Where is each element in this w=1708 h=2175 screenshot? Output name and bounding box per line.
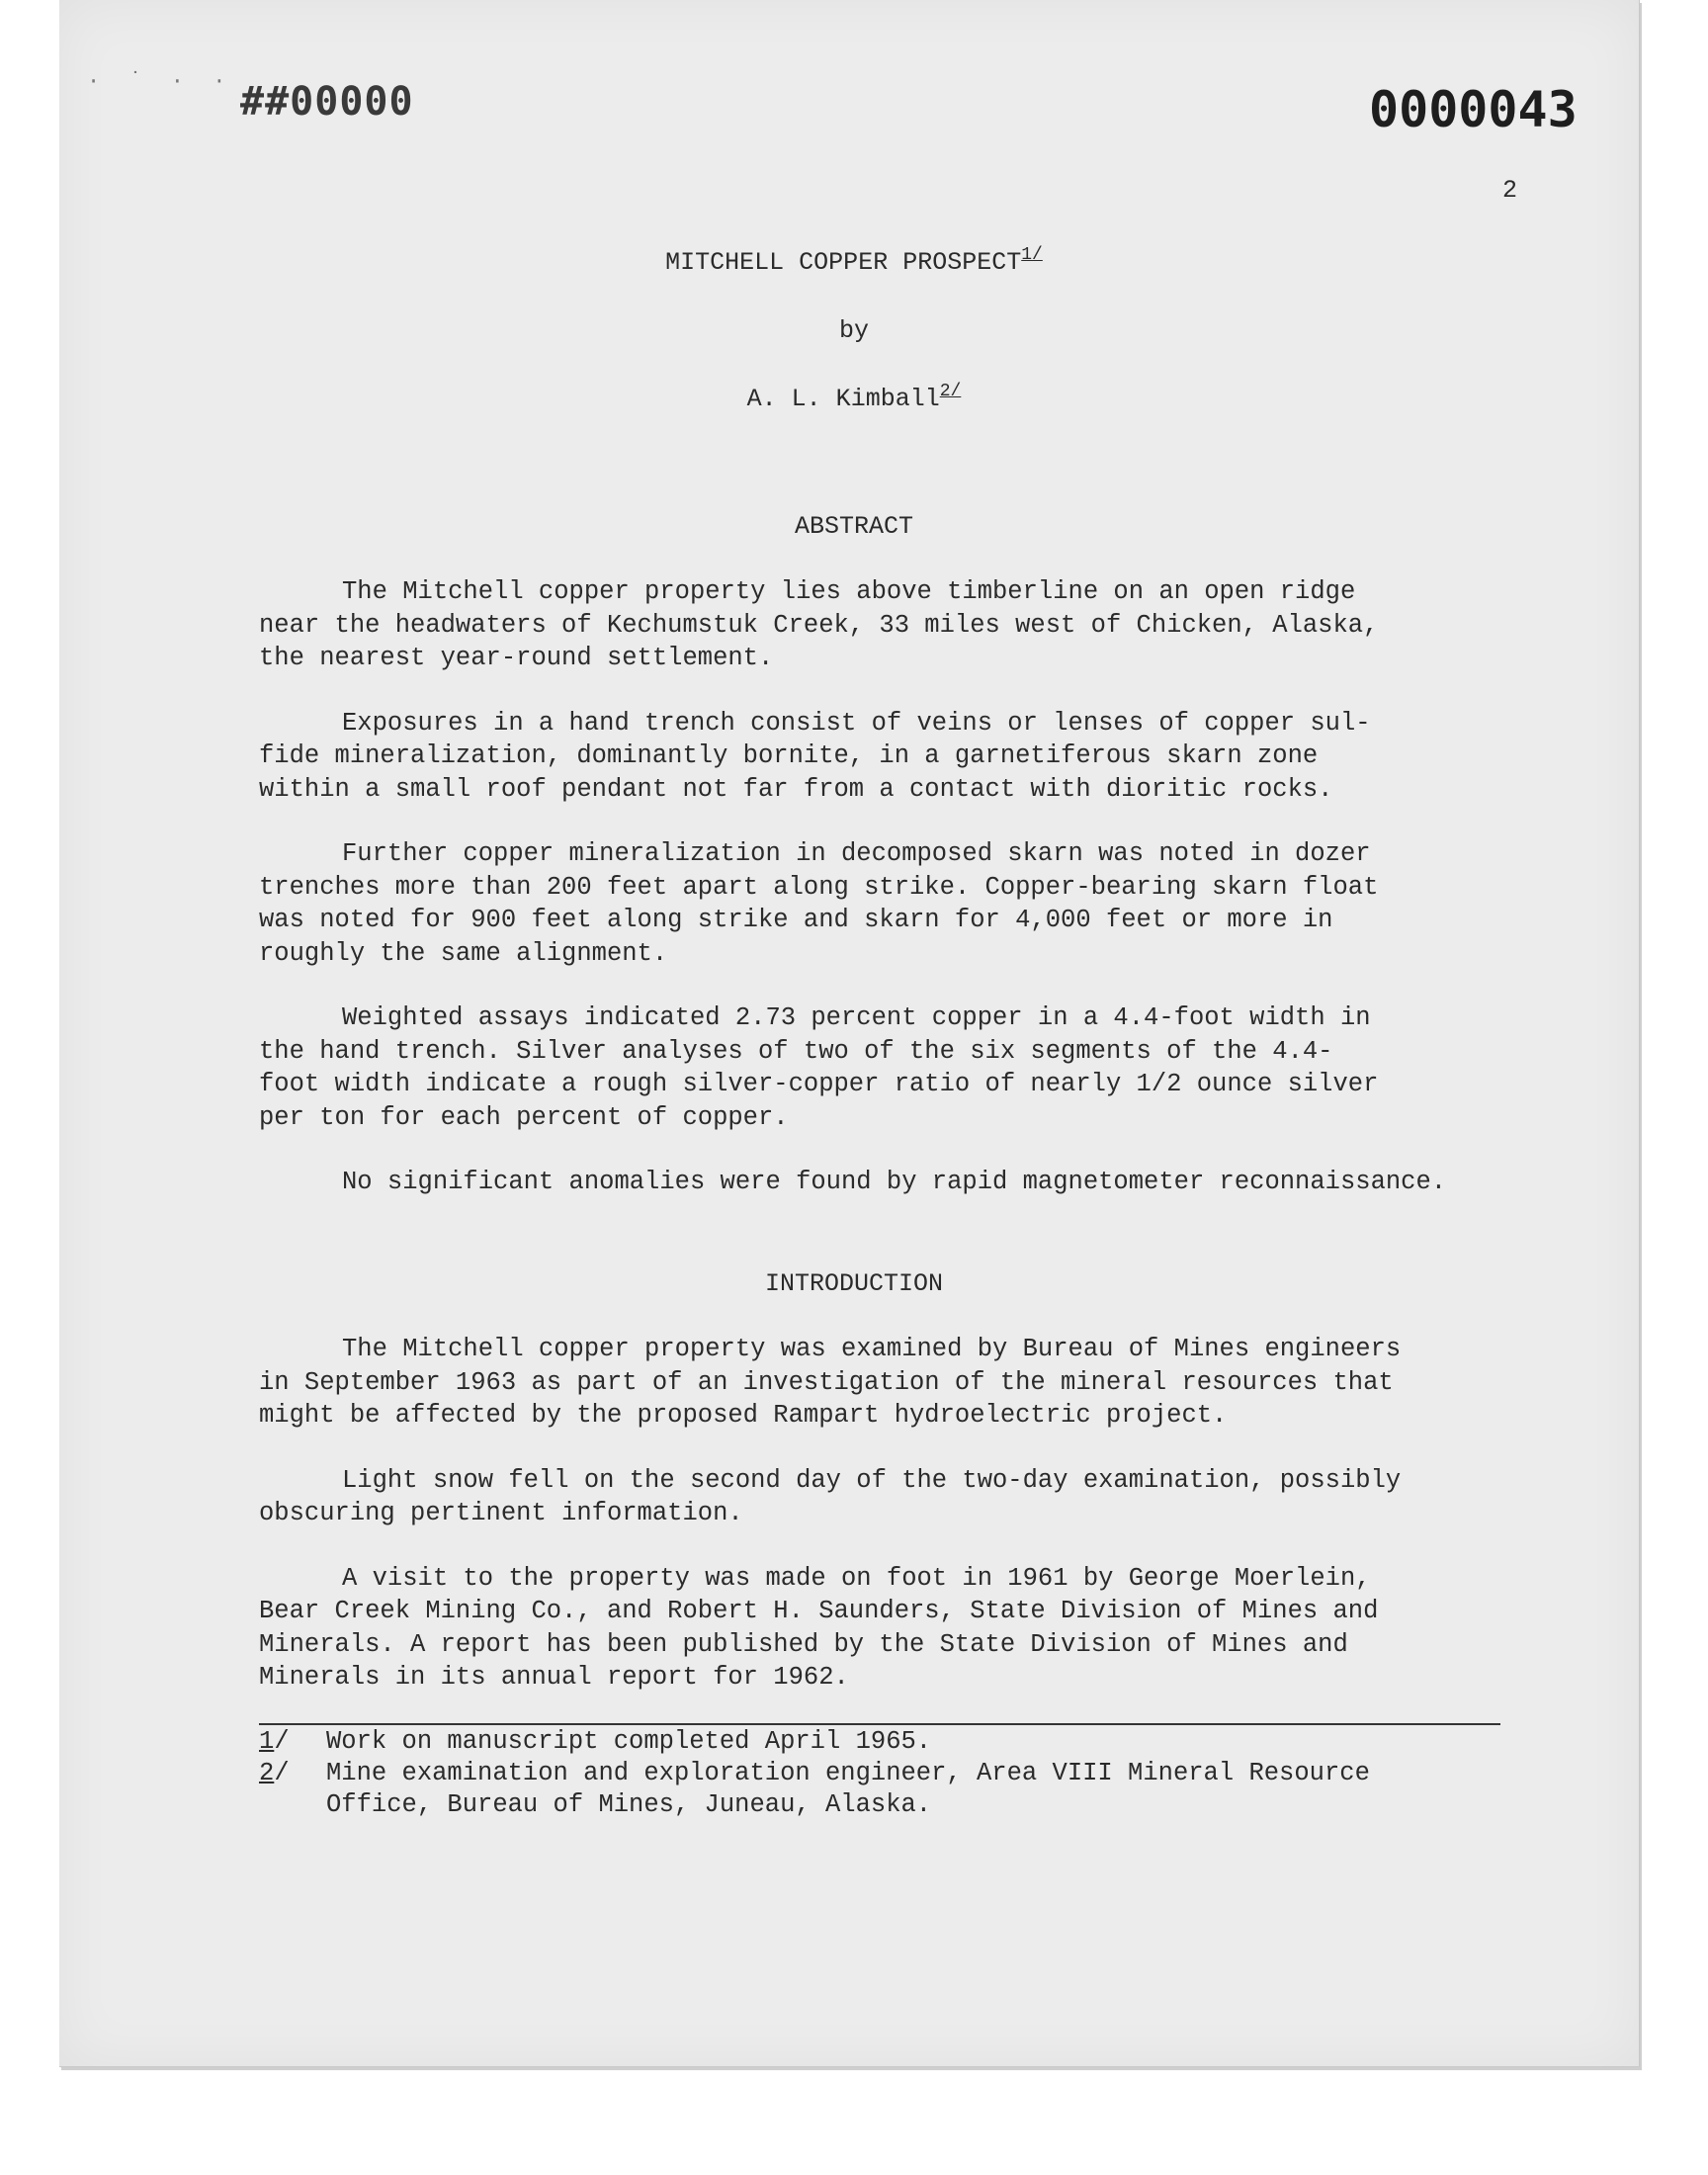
abstract-paragraph: Exposures in a hand trench consist of veins or lenses of copper sul- fide mineralization, dominantly bornite, in a garnetiferous skarn zone within a small roof pendant not far from a contact with dioritic rocks. [259,708,1371,804]
by-line: by [838,316,869,345]
introduction-body [259,1333,1544,1726]
stamp-left: ##00000 [240,79,414,125]
title-footnote-ref: 1/ [1021,245,1043,265]
footnote-mark: 1/ [259,1727,290,1756]
introduction-heading: INTRODUCTION [764,1269,944,1298]
footnotes [259,1726,1544,1821]
abstract-paragraph: Weighted assays indicated 2.73 percent copper in a 4.4-foot width in the hand trench. Silver analyses of two of the six segments of the 4.4- foot width indicate a rough silver-copper ratio of nearly 1/2 ounce silver per ton for each percent of copper. [259,1003,1379,1132]
footnote-mark: 2/ [259,1759,290,1787]
footnote-text: Mine examination and exploration engineer, Area VIII Mineral Resource Office, Bureau of Mines, Juneau, Alaska. [326,1759,1370,1819]
abstract-paragraph: Further copper mineralization in decomposed skarn was noted in dozer trenches more than 200 feet apart along strike. Copper-bearing skarn float was noted for 900 feet along strike and skarn for 4,000 feet or more in roughly the same alignment. [259,839,1379,968]
page-number: 2 [1502,176,1518,205]
author-line [0,382,1708,413]
abstract-paragraph: The Mitchell copper property lies above timberline on an open ridge near the headwaters of Kechumstuk Creek, 33 miles west of Chicken, Alaska, the nearest year-round settlement. [259,577,1379,672]
author-name: A. L. Kimball [746,385,940,413]
abstract-heading: ABSTRACT [794,512,914,541]
footnote-divider [259,1723,1500,1725]
author-footnote-ref: 2/ [939,382,962,401]
scan-specks: · ˙ · · [87,69,234,94]
title-text: MITCHELL COPPER PROSPECT [665,248,1022,277]
abstract-body [259,575,1544,1231]
abstract-paragraph: No significant anomalies were found by rapid magnetometer reconnaissance. [342,1168,1447,1196]
introduction-paragraph: A visit to the property was made on foot in 1961 by George Moerlein, Bear Creek Mining Co., and Robert H. Saunders, State Division of Mines and Minerals. A report has been published by the State Division of Mines and Minerals in its annual report for 1962. [259,1563,1379,1692]
document-title [0,245,1708,277]
footnote [259,1726,1544,1758]
footnote-text: Work on manuscript completed April 1965. [326,1727,932,1756]
footnote [259,1758,1544,1821]
stamp-right: 0000043 [1369,81,1578,138]
introduction-paragraph: The Mitchell copper property was examined by Bureau of Mines engineers in September 1963 as part of an investigation of the mineral resources that might be affected by the proposed Rampart hydroelectric project. [259,1335,1402,1430]
introduction-paragraph: Light snow fell on the second day of the two-day examination, possibly obscuring pertinent information. [259,1465,1402,1527]
